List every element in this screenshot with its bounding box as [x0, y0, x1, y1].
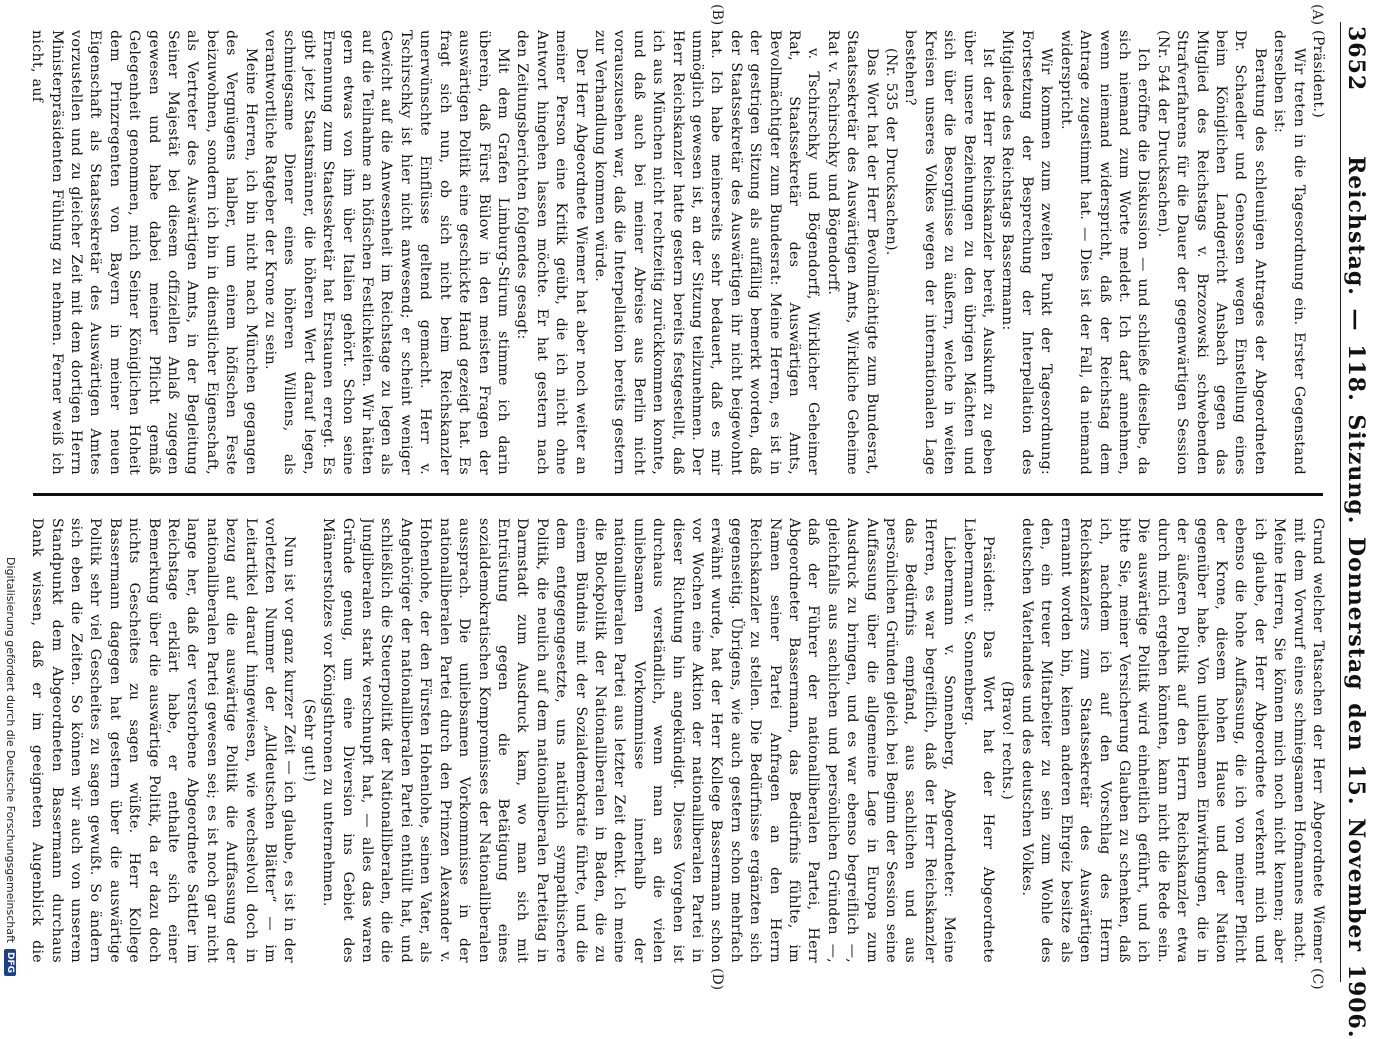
header-rule	[1340, 22, 1341, 982]
paragraph: Grund welcher Tatsachen der Herr Abgeordnete Wiemer mit dem Vorwurf eines schmiegsamen Hofmannes macht. Meine Herren, Sie können mich noch nicht kennen; aber ich glaube, der Herr Abgeordnete verkennt mich und ebenso die hohe Auffassung, die ich von meiner Pflicht der Krone, diesem hohen Hause und der Nation gegenüber habe. Von unliebsamen Einwirkungen, die in der äußeren Politik auf den Herrn Reichskanzler etwa durch mich ergehen könnten, kann nicht die Rede sein. Die auswärtige Politik wird einheitlich geführt, und ich bitte Sie, meiner Versicherung Glauben zu schenken, daß ich, nachdem ich auf den Vorschlag des Herrn Reichskanzlers zum Staatssekretär des Auswärtigen ernannt worden bin, keinen anderen Ehrgeiz besitze als den, ein treuer Mitarbeiter zu sein zum Wohle des deutschen Vaterlandes und des deutschen Volkes.	[1018, 518, 1326, 963]
dfg-logo-icon: DFG	[5, 949, 17, 976]
column-divider	[33, 493, 1323, 496]
left-text-column	[27, 30, 1327, 475]
margin-marker-b: (B)	[709, 4, 725, 26]
paragraph: (Präsident.)	[1310, 30, 1326, 119]
paragraph: Mit dem Grafen Limburg-Stirum stimme ich darin überein, daß Fürst Bülow in den meisten Fragen der auswärtigen Politik eine geschickte Hand gezeigt hat. Es fragt sich nun, ob sich nicht beim Reichskanzler unerwünschte Einflüsse geltend gemacht. Herr v. Tschirschky ist hier nicht anwesend; er scheint weniger Gewicht auf die Anwesenheit im Reichstage zu legen als auf die Teilnahme an höfischen Festlichkeiten. Wir hätten gern etwas von ihm über Italien gehört. Schon seine Ernennung zum Staatssekretär hat Erstaunen erregt. Es gibt jetzt Staatsmänner, die höheren Wert darauf legen, schmiegsame Diener eines höheren Willens, als verantwortliche Ratgeber der Krone zu sein.	[262, 30, 511, 475]
credit-text: Digitalisierung gefördert durch die Deutsche Forschungsgemeinschaft	[4, 557, 17, 943]
paragraph: Nun ist vor ganz kurzer Zeit — ich glaube, es ist in der vorletzten Nummer der „Alldeutschen Blätter“ — im Leitartikel darauf hingewiesen, wie wechselvoll doch in bezug auf die auswärtige Politik die Auffassung der nationalliberalen Partei gewesen sei; es ist noch gar nicht lange her, daß der verstorbene Abgeordnete Sattler im Reichstage erklärt habe, er enthalte sich einer Bemerkung über die auswärtige Politik, da er dazu doch nichts Gescheites zu sagen wüßte. Herr Kollege Bassermann dagegen hat gestern über die auswärtige Politik sehr viel Gescheites zu sagen gewußt. So ändern sich eben die Zeiten. So können wir auch von unserem Standpunkt dem Abgeordneten Bassermann durchaus Dank wissen, daß er im geeigneten Augenblick die	[29, 518, 298, 963]
margin-marker-d: (D)	[709, 968, 725, 991]
paragraph: Meine Herren, ich bin nicht nach München gegangen des Vergnügens halber, um einem höfischen Feste beizuwohnen, sondern ich bin in dienstlicher Eigenschaft, als Vertreter des Auswärtigen Amts, in der Begleitung Seiner Majestät bei diesem offiziellen Anlaß zugegen gewesen und habe dabei meiner Pflicht gemäß Gelegenheit genommen, mich Seiner Königlichen Hoheit dem Prinzregenten von Bayern in meiner neuen Eigenschaft als Staatssekretär des Auswärtigen Amtes vorzustellen und zu gleicher Zeit mit dem dortigen Herrn Ministerpräsidenten Fühlung zu nehmen. Ferner weiß ich nicht, auf	[29, 30, 259, 475]
running-title: Reichstag. — 118. Sitzung. Donnerstag den 15. November 1906.	[1343, 156, 1369, 1039]
paragraph: Ist der Herr Reichskanzler bereit, Auskunft zu geben über unsere Beziehungen zu den übrigen Mächten und sich über die Besorgnisse zu äußern, welche in weiten Kreisen unseres Volkes wegen der internationalen Lage bestehen?	[902, 30, 997, 475]
paragraph: Der Herr Abgeordnete Wiemer hat aber noch weiter an meiner Person eine Kritik geübt, die ich nicht ohne Antwort hingehen lassen möchte. Er hat gestern nach den Zeitungsberichten folgendes gesagt:	[514, 30, 589, 475]
paragraph: Wir kommen zum zweiten Punkt der Tagesordnung: Fortsetzung der Besprechung der Interpellation des Mitgliedes des Reichstags Bassermann:	[999, 30, 1055, 475]
margin-marker-a: (A)	[1309, 4, 1325, 26]
paragraph: (Nr. 535 der Drucksachen).	[883, 48, 900, 256]
paragraph: Beratung des schleunigen Antrages der Abgeordneten Dr. Schaedler und Genossen wegen Einstellung eines beim Königlichen Landgericht Ansbach gegen das Mitglied des Reichstags v. Brzozowski schwebenden Strafverfahrens für die Dauer der gegenwärtigen Session (Nr. 544 der Drucksachen).	[1154, 30, 1268, 475]
paragraph: Präsident: Das Wort hat der Herr Abgeordnete Liebermann v. Sonnenberg.	[960, 518, 997, 963]
page-header	[1337, 26, 1377, 1039]
margin-marker-c: (C)	[1309, 968, 1325, 990]
paragraph: Das Wort hat der Herr Bevollmächtigte zum Bundesrat, Staatssekretär des Auswärtigen Amts, Wirkliche Geheime Rat v. Tschirschky und Bögendorff.	[824, 30, 880, 475]
paragraph: (Sehr gut!)	[300, 698, 317, 783]
paragraph: v. Tschirschky und Bögendorff, Wirklicher Geheimer Rat, Staatssekretär des Auswärtigen Amts, Bevollmächtigter zum Bundesrat: Meine Herren, es ist in der gestrigen Sitzung als auffällig bemerkt worden, daß der Staatssekretär des Auswärtigen ihr nicht beigewohnt hat. Ich habe meinerseits sehr bedauert, daß es mir unmöglich gewesen ist, an der Sitzung teilzunehmen. Der Herr Reichskanzler hatte gestern bereits festgestellt, daß ich aus München nicht rechtzeitig zurückkommen konnte, und daß auch bei meiner Abreise aus Berlin nicht vorauszusehen war, daß die Interpellation bereits gestern zur Verhandlung kommen würde.	[591, 30, 822, 475]
paragraph: (Bravo! rechts.)	[999, 680, 1016, 801]
paragraph: Liebermann v. Sonnenberg, Abgeordneter: Meine Herren, es war begreiflich, daß der Herr Reichskanzler das Bedürfnis empfand, aus sachlichen und aus persönlichen Gründen gleich bei Beginn der Session seine Auffassung über die allgemeine Lage in Europa zum Ausdruck zu bringen, und es war ebenso begreiflich —, gleichfalls aus sachlichen und persönlichen Gründen —, daß der Führer der nationalliberalen Partei, Herr Abgeordneter Bassermann, das Bedürfnis fühlte, im Namen seiner Partei Anfragen an den Herrn Reichskanzler zu stellen. Die Bedürfnisse ergänzten sich gegenseitig. Übrigens, wie auch gestern schon mehrfach erwähnt wurde, hat der Herr Kollege Bassermann schon vor Wochen eine Aktion der nationalliberalen Partei in dieser Richtung hin angekündigt. Dieses Vorgehen ist durchaus verständlich, wenn man an die vielen unliebsamen Vorkommnisse innerhalb der nationalliberalen Partei aus letzter Zeit denkt. Ich meine die Blockpolitik der Nationalliberalen in Baden, die zu einem Bündnis mit der Sozialdemokratie führte, und die dem entgegengesetzte, uns natürlich sympathischere Politik, die neulich auf dem nationalliberalen Parteitag in Darmstadt zum Ausdruck kam, wo man sich mit Entrüstung gegen die Betätigung eines sozialdemokratischen Kompromisses der Nationalliberalen aussprach. Die unliebsamen Vorkommnisse in der nationalliberalen Partei durch den Prinzen Alexander v. Hohenlohe, der den Fürsten Hohenlohe, seinen Vater, als Angehöriger der nationalliberalen Partei enthüllt hat, und schließlich die Steuerpolitik der Nationalliberalen, die die Jungliberalen stark verschnupft hat, — alles das waren Gründe genug, um eine Diversion ins Gebiet des Männerstolzes vor Königsthronen zu unternehmen.	[320, 518, 958, 963]
right-text-column	[27, 518, 1327, 963]
paragraph: Ich eröffne die Diskussion — und schließe dieselbe, da sich niemand zum Worte meldet. Ich darf annehmen, wenn niemand widerspricht, daß der Reichstag dem Antrage zugestimmt hat. — Dies ist der Fall, da niemand widerspricht.	[1057, 30, 1152, 475]
digitization-credit	[4, 557, 17, 976]
page-number: 3652	[1343, 26, 1369, 92]
paragraph: Wir treten in die Tagesordnung ein. Erster Gegenstand derselben ist:	[1271, 30, 1307, 475]
